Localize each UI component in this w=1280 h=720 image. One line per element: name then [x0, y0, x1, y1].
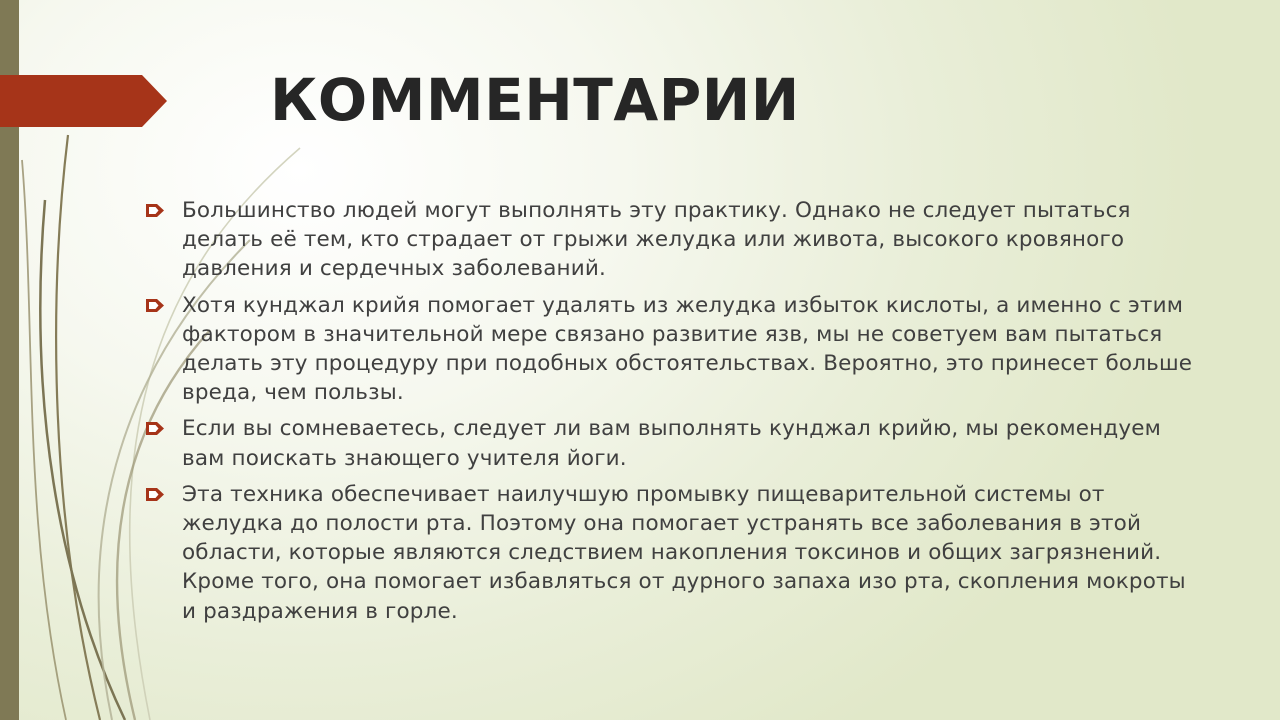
arrow-right-icon — [146, 299, 164, 312]
arrow-right-icon — [146, 422, 164, 435]
arrow-right-icon — [146, 204, 164, 217]
arrow-right-icon — [146, 488, 164, 501]
bullet-text: Большинство людей могут выполнять эту практику. Однако не следует пытаться делать её тем, кто страдает от грыжи желудка или живота, высокого кровяного давления и сердечных заболеваний. — [182, 198, 1131, 282]
bullet-text: Хотя кунджал крийя помогает удалять из желудка избыток кислоты, а именно с этим фактором в значительной мере связано развитие язв, мы не советуем вам пытаться делать эту процедуру при подобных обстоятельствах. Вероятно, это принесет больше вреда, чем пользы. — [182, 292, 1193, 406]
bullet-text: Если вы сомневаетесь, следует ли вам выполнять кунджал крийю, мы рекомендуем вам поискать знающего учителя йоги. — [182, 416, 1162, 471]
bullet-item — [146, 196, 1206, 284]
title-accent-marker — [0, 75, 167, 127]
slide-title: КОММЕНТАРИИ — [270, 66, 800, 134]
bullet-item — [146, 291, 1206, 408]
bullet-text: Эта техника обеспечивает наилучшую промывку пищеварительной системы от желудка до полости рта. Поэтому она помогает устранять все заболевания в этой области, которые являются следствием накопления токсинов и общих загрязнений. Кроме того, она помогает избавляться от дурного запаха изо рта, скопления мокроты и раздражения в горле. — [182, 481, 1186, 624]
bullet-list — [146, 196, 1206, 633]
bullet-item — [146, 480, 1206, 626]
bullet-item — [146, 414, 1206, 472]
